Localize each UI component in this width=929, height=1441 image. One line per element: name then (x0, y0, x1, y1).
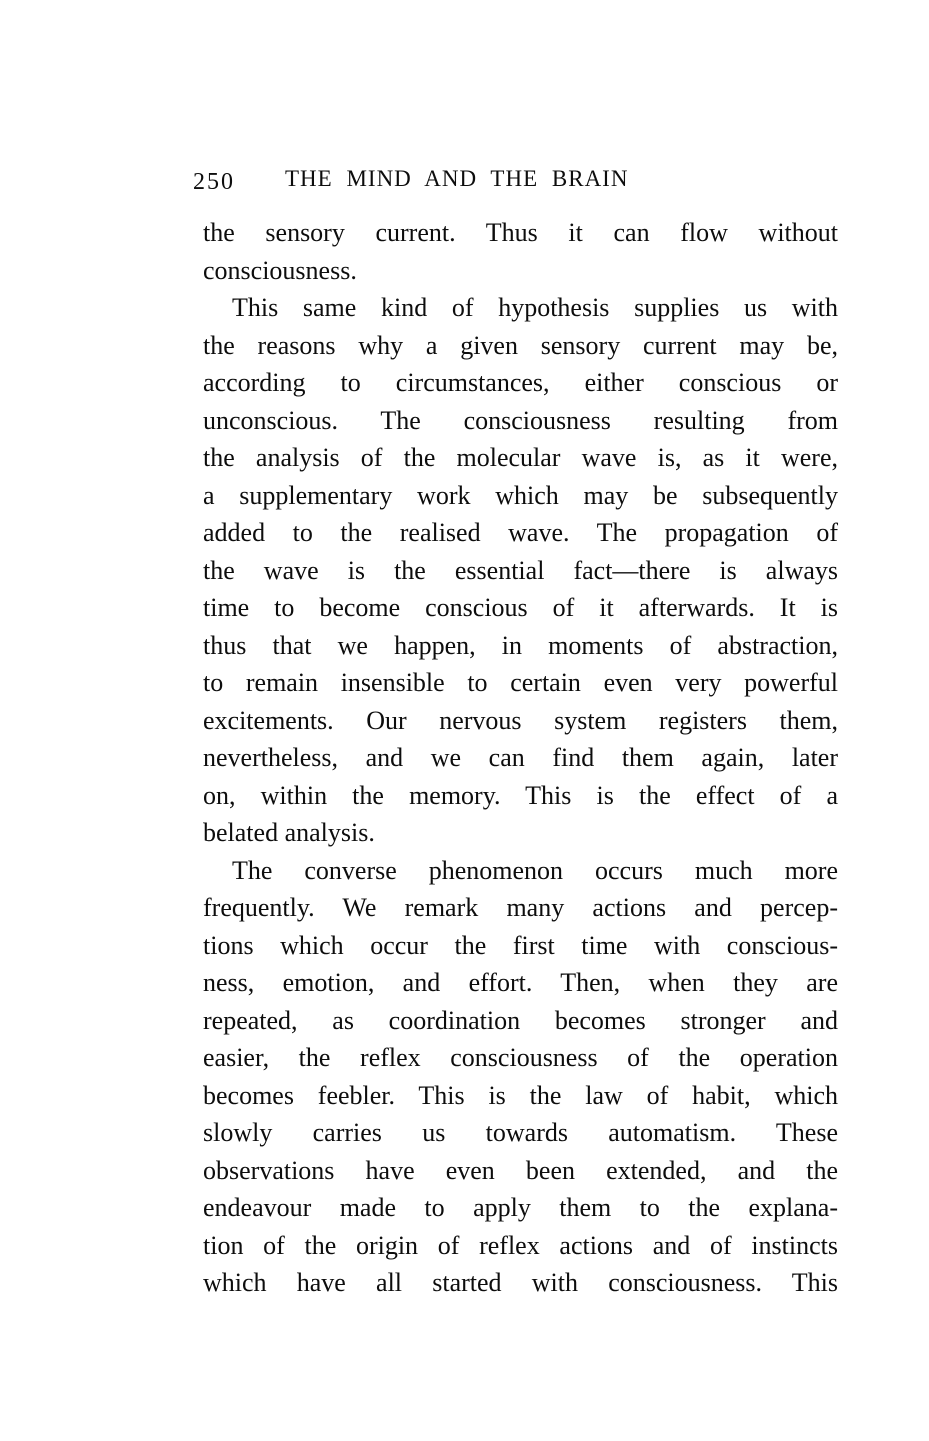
text-line: the reasons why a given sensory current may be, (203, 330, 838, 360)
text-line: the analysis of the molecular wave is, as it were, (203, 443, 838, 472)
text-line: ness, emotion, and effort. Then, when they are (203, 968, 838, 997)
text-line: tions which occur the first time with conscious- (203, 930, 838, 960)
text-line: belated analysis. (203, 818, 375, 847)
page-header (193, 166, 838, 198)
text-line: thus that we happen, in moments of abstraction, (203, 630, 838, 660)
text-line: the wave is the essential fact—there is always (203, 555, 838, 585)
text-line: time to become conscious of it afterwards. It is (203, 593, 838, 622)
text-line: on, within the memory. This is the effect of a (203, 780, 838, 810)
text-line: endeavour made to apply them to the explana- (203, 1193, 838, 1222)
text-line: nevertheless, and we can find them again, later (203, 743, 838, 772)
text-line: observations have even been extended, and the (203, 1155, 838, 1185)
text-line: unconscious. The consciousness resulting from (203, 405, 838, 435)
page-number: 250 (193, 169, 235, 195)
text-line: becomes feebler. This is the law of habit, which (203, 1080, 838, 1110)
text-line: according to circumstances, either conscious or (203, 368, 838, 397)
text-line: which have all started with consciousness. This (203, 1268, 838, 1297)
text-line: This same kind of hypothesis supplies us with (232, 293, 838, 322)
text-line: repeated, as coordination becomes stronger and (203, 1005, 838, 1035)
text-line: slowly carries us towards automatism. These (203, 1118, 838, 1147)
text-line: to remain insensible to certain even very powerful (203, 668, 838, 697)
text-line: frequently. We remark many actions and percep- (203, 893, 838, 922)
text-line: a supplementary work which may be subsequently (203, 480, 838, 510)
text-line: easier, the reflex consciousness of the operation (203, 1043, 838, 1072)
text-line: excitements. Our nervous system registers them, (203, 705, 838, 735)
body-text (203, 214, 838, 1302)
text-line: consciousness. (203, 255, 357, 285)
running-title: THE MIND AND THE BRAIN (285, 166, 629, 191)
text-line: tion of the origin of reflex actions and of instincts (203, 1230, 838, 1260)
text-line: the sensory current. Thus it can flow without (203, 218, 838, 247)
text-line: The converse phenomenon occurs much more (232, 855, 838, 885)
text-line: added to the realised wave. The propagation of (203, 518, 838, 547)
